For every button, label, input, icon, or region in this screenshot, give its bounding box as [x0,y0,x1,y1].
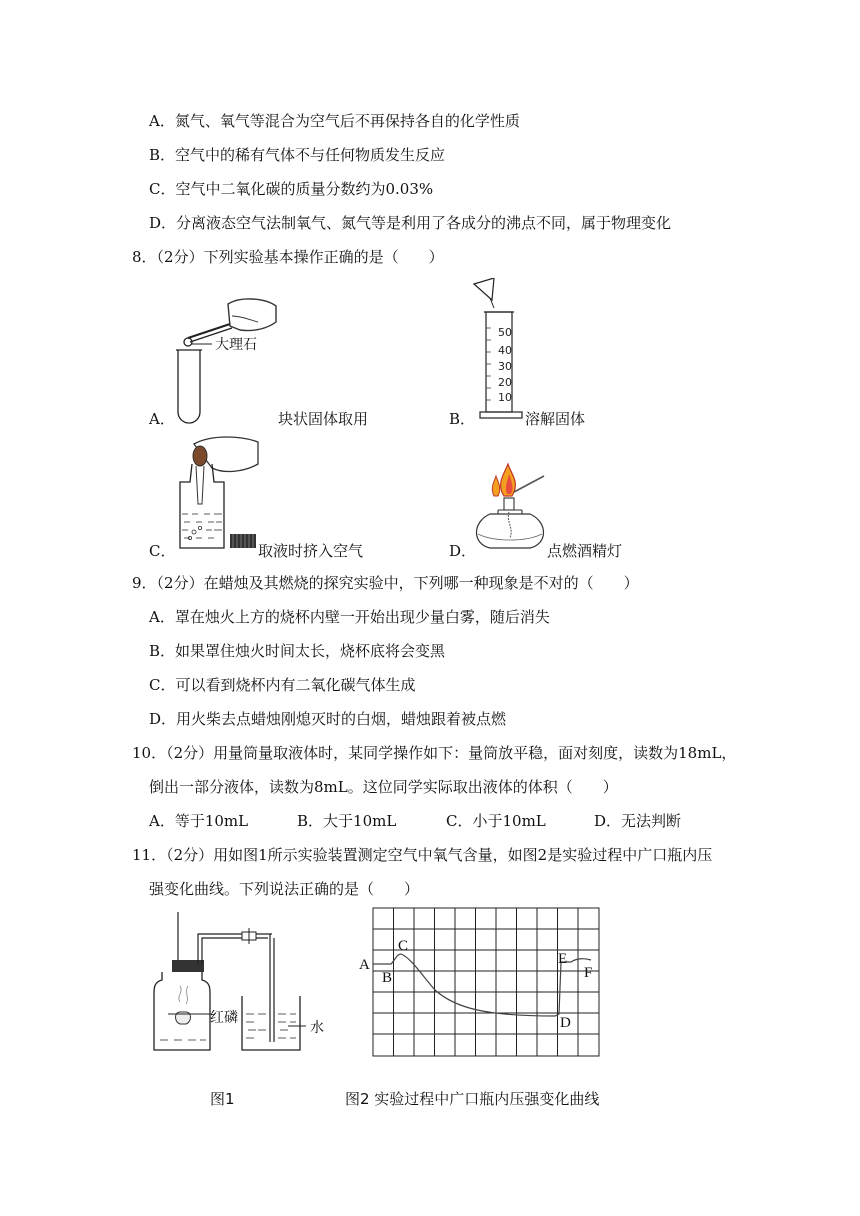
point-b-label: B [382,970,393,986]
figure-2-caption: 图2 实验过程中广口瓶内压强变化曲线 [345,1090,600,1108]
dropper-bottle-figure [172,434,262,556]
q8-option-a-caption: 块状固体取用 [278,410,369,428]
q8-option-d-letter: D． [449,542,477,560]
tick-30: 30 [498,360,512,373]
q8-option-d-caption: 点燃酒精灯 [547,542,623,560]
q8-option-b-caption: 溶解固体 [525,410,586,428]
marble-label: 大理石 [215,337,257,353]
q9-option-d: D．用火柴去点蜡烛刚熄灭时的白烟，蜡烛跟着被点燃 [149,710,507,728]
pressure-curve-figure-2 [355,906,605,1060]
point-d-label: D [560,1015,571,1031]
point-c-label: C [398,938,409,954]
q10-option-d: D．无法判断 [594,812,682,830]
q9-option-b: B．如果罩住烛火时间太长，烧杯底将会变黑 [149,642,446,660]
q8-option-a-letter: A． [149,410,175,428]
red-phosphorus-label: 红磷 [210,1010,238,1026]
tick-50: 50 [498,326,512,339]
q7-option-c: C．空气中二氧化碳的质量分数约为0.03% [149,180,434,198]
alcohol-lamp-figure [470,462,550,556]
q11-stem-line2: 强变化曲线。下列说法正确的是（ ） [149,880,420,898]
water-label: 水 [310,1020,324,1036]
q10-stem-line1: 10．（2分）用量筒量取液体时，某同学操作如下：量筒放平稳，面对刻度，读数为18mL， [132,744,737,762]
q8-option-c-caption: 取液时挤入空气 [258,542,364,560]
q10-option-b: B．大于10mL [297,812,397,830]
point-e-label: E [558,951,568,967]
figure-1-caption: 图1 [210,1090,235,1108]
q9-option-a: A．罩在烛火上方的烧杯内壁一开始出现少量白雾，随后消失 [149,608,550,626]
tick-20: 20 [498,376,512,389]
q7-option-a: A．氮气、氧气等混合为空气后不再保持各自的化学性质 [149,112,520,130]
point-f-label: F [584,965,593,981]
q11-stem-line1: 11．（2分）用如图1所示实验装置测定空气中氧气含量，如图2是实验过程中广口瓶内压 [132,846,713,864]
q9-option-c: C．可以看到烧杯内有二氧化碳气体生成 [149,676,416,694]
q10-option-a: A．等于10mL [149,812,249,830]
apparatus-figure-1 [150,912,350,1058]
q8-option-b-letter: B． [449,410,476,428]
q7-option-b: B．空气中的稀有气体不与任何物质发生反应 [149,146,446,164]
tick-40: 40 [498,344,512,357]
test-tube-solid-figure [170,292,285,424]
q10-option-c: C．小于10mL [446,812,546,830]
graduated-cylinder-figure [470,278,528,424]
tick-10: 10 [498,391,512,404]
q9-stem: 9．（2分）在蜡烛及其燃烧的探究实验中，下列哪一种现象是不对的（ ） [132,574,639,592]
point-a-label: A [359,957,370,973]
q8-stem: 8．（2分）下列实验基本操作正确的是（ ） [132,248,444,266]
q8-option-c-letter: C． [149,542,176,560]
q10-stem-line2: 倒出一部分液体，读数为8mL。这位同学实际取出液体的体积（ ） [149,778,618,796]
q7-option-d: D．分离液态空气法制氧气、氮气等是利用了各成分的沸点不同，属于物理变化 [149,214,672,232]
